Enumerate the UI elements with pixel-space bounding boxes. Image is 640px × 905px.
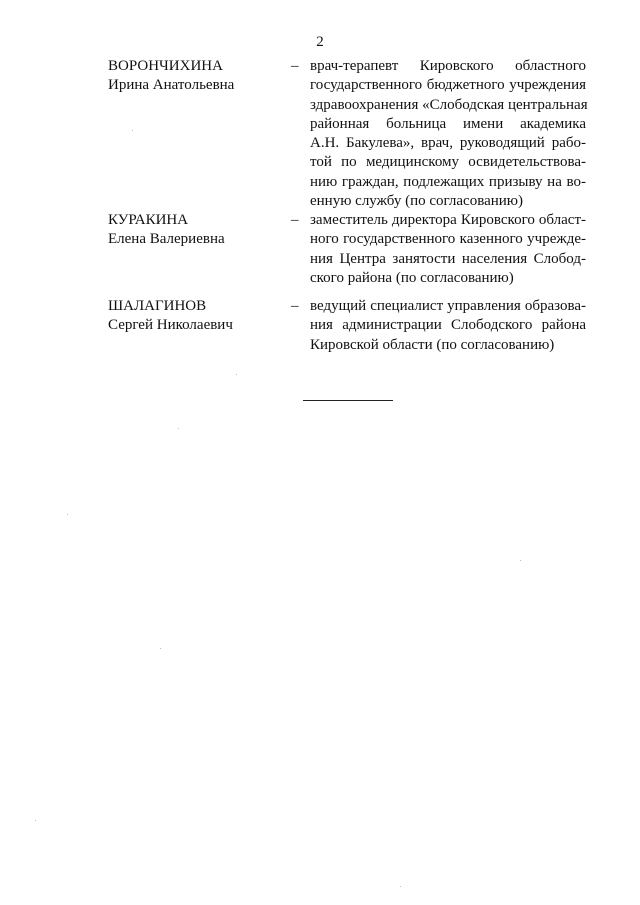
- position-line: ния Центра занятости населения Слобод-: [310, 250, 586, 267]
- position-line: Кировской области (по согласованию): [310, 336, 555, 353]
- end-of-list-rule: [303, 400, 393, 401]
- entry-dash: –: [291, 298, 299, 314]
- member-position: [310, 57, 586, 211]
- position-line: А.Н. Бакулева», врач, руководящий рабо-: [310, 135, 586, 152]
- member-name: [108, 211, 288, 250]
- member-surname: КУРАКИНА: [108, 212, 189, 228]
- scan-speck: [520, 560, 521, 561]
- scan-speck: [67, 514, 68, 515]
- member-given-names: Елена Валериевна: [108, 231, 225, 248]
- position-line: ского района (по согласованию): [310, 269, 514, 286]
- entry-dash: –: [291, 58, 299, 74]
- member-surname: ШАЛАГИНОВ: [108, 298, 207, 314]
- member-name: [108, 57, 288, 96]
- member-surname: ВОРОНЧИХИНА: [108, 58, 223, 74]
- member-position: [310, 297, 586, 355]
- scan-speck: [132, 130, 133, 131]
- position-line: ния администрации Слободского района: [310, 317, 586, 334]
- member-given-names: Сергей Николаевич: [108, 317, 233, 334]
- member-given-names: Ирина Анатольевна: [108, 77, 235, 94]
- position-line: ведущий специалист управления образова-: [310, 298, 586, 314]
- scan-speck: [400, 886, 401, 887]
- position-line: врач-терапевт Кировского областного: [310, 58, 586, 74]
- position-line: ного государственного казенного учрежде-: [310, 231, 586, 248]
- position-line: нию граждан, подлежащих призыву на во-: [310, 173, 586, 190]
- scan-speck: [160, 648, 161, 649]
- position-line: районная больница имени академика: [310, 115, 586, 132]
- scan-speck: [236, 374, 237, 375]
- member-position: [310, 211, 586, 288]
- page-number: 2: [316, 34, 324, 50]
- entry-dash: –: [291, 212, 299, 228]
- scan-speck: [35, 820, 36, 821]
- position-line: енную службу (по согласованию): [310, 193, 524, 210]
- position-line: здравоохранения «Слободская центральная: [310, 96, 588, 113]
- member-name: [108, 297, 288, 336]
- position-line: государственного бюджетного учреждения: [310, 77, 586, 94]
- position-line: заместитель директора Кировского област-: [310, 212, 586, 228]
- position-line: той по медицинскому освидетельствова-: [310, 154, 586, 171]
- scan-speck: [178, 428, 179, 429]
